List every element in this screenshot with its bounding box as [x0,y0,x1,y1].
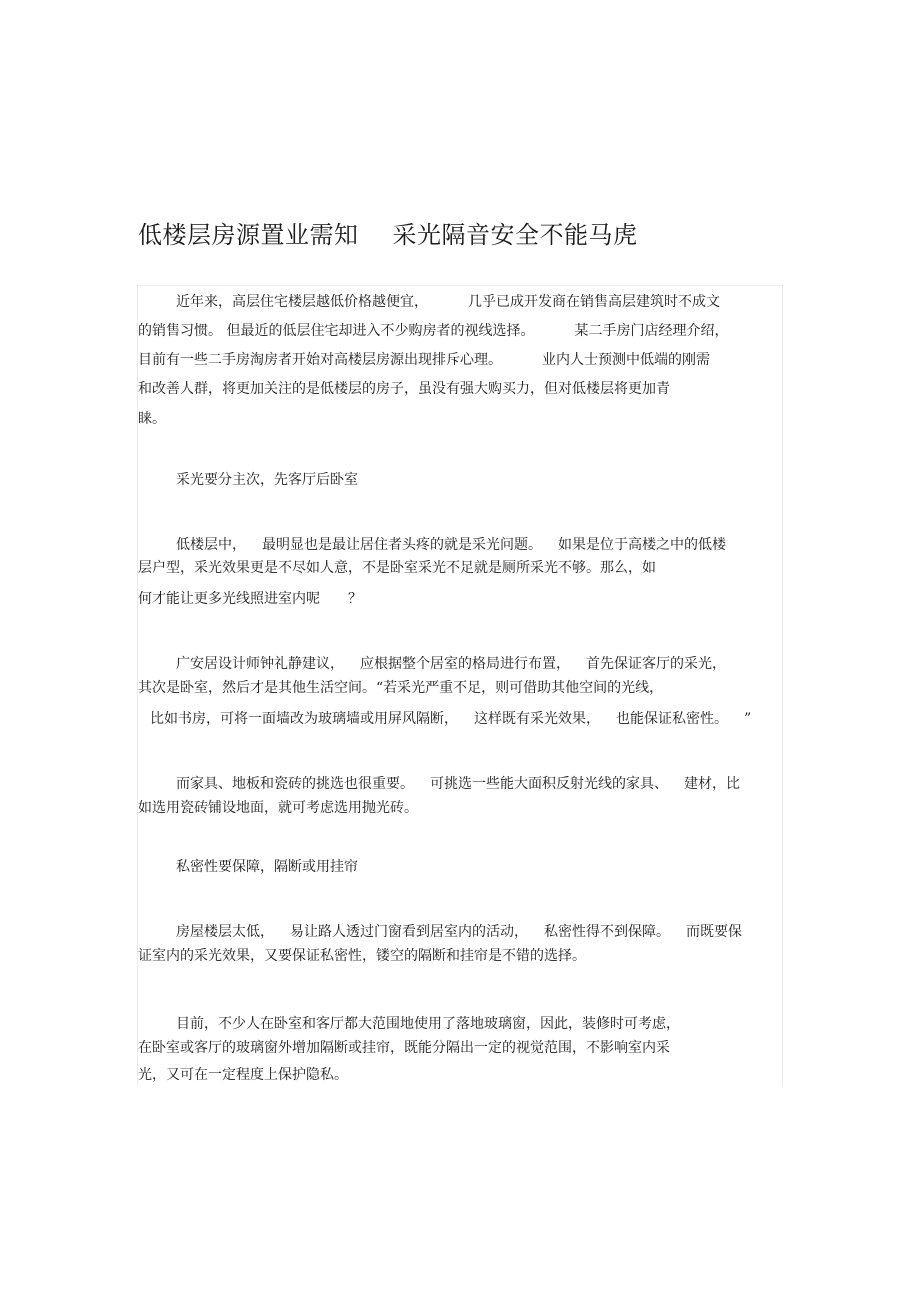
paragraph-line: 睐。 [138,411,166,427]
paragraph-line: 的销售习惯。 但最近的低层住宅却进入不少购房者的视线选择。 某二手房门店经理介绍， [138,323,729,339]
paragraph-line: 如选用瓷砖铺设地面，就可考虑选用抛光砖。 [138,800,418,816]
paragraph-line: 低楼层中， 最明显也是最让居住者头疼的就是采光问题。 如果是位于高楼之中的低楼 [176,537,726,553]
paragraph-line: 其次是卧室，然后才是其他生活空间。“若采光严重不足，则可借助其他空间的光线， [138,680,664,696]
paragraph-line: 近年来，高层住宅楼层越低价格越便宜， 几乎已成开发商在销售高层建筑时不成文 [176,294,720,310]
section-heading: 采光要分主次，先客厅后卧室 [176,472,358,488]
article-title [138,217,638,253]
paragraph-line: 和改善人群，将更加关注的是低楼层的房子，虽没有强大购买力，但对低楼层将更加青 [138,381,670,397]
paragraph-line: 证室内的采光效果，又要保证私密性，镂空的隔断和挂帘是不错的选择。 [138,948,586,964]
paragraph-line: 层户型，采光效果更是不尽如人意，不是卧室采光不足就是厕所采光不够。那么，如 [138,560,656,576]
paragraph-line: 光，又可在一定程度上保护隐私。 [138,1067,348,1083]
paragraph-line: 目前，不少人在卧室和客厅都大范围地使用了落地玻璃窗，因此，装修时可考虑， [176,1016,680,1032]
paragraph-line: 房屋楼层太低， 易让路人透过门窗看到居室内的活动， 私密性得不到保障。 而既要保 [176,924,742,940]
paragraph-line: 目前有一些二手房淘房者开始对高楼层房源出现排斥心理。 业内人士预测中低端的刚需 [138,352,710,368]
section-heading: 私密性要保障，隔断或用挂帘 [176,859,358,875]
title-part-2: 采光隔音安全不能马虎 [392,221,638,249]
paragraph-line: 比如书房，可将一面墙改为玻璃墙或用屏风隔断， 这样既有采光效果， 也能保证私密性。 ” [150,711,752,727]
paragraph-line: 何才能让更多光线照进室内呢 ？ [138,591,362,607]
title-part-1: 低楼层房源置业需知 [138,221,359,249]
paragraph-line: 在卧室或客厅的玻璃窗外增加隔断或挂帘，既能分隔出一定的视觉范围，不影响室内采 [138,1040,670,1056]
paragraph-line: 广安居设计师钟礼静建议， 应根据整个居室的格局进行布置， 首先保证客厅的采光， [176,656,726,672]
paragraph-line: 而家具、地板和瓷砖的挑选也很重要。 可挑选一些能大面积反射光线的家具、 建材，比 [176,776,740,792]
